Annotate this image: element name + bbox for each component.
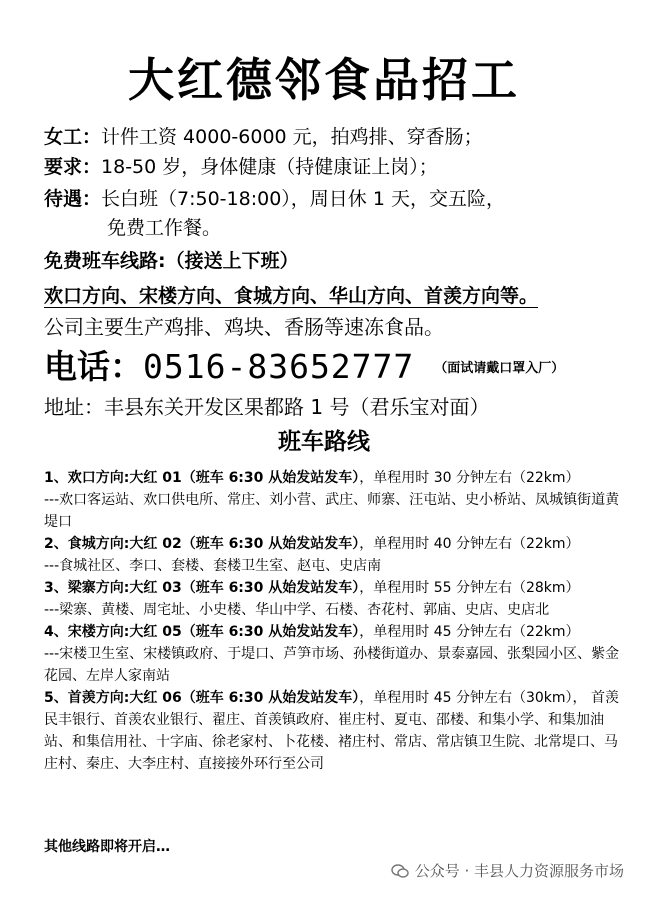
route-time: ，单程用时 40 分钟左右（22km） [359, 536, 580, 552]
phone-label: 电话： [44, 347, 143, 386]
route-time: ，单程用时 45 分钟左右（22km） [359, 624, 580, 640]
requirement-line [44, 153, 438, 181]
female-text: 计件工资 4000-6000 元，拍鸡排、穿香肠； [101, 126, 483, 148]
female-worker-line [44, 123, 483, 151]
route-item [44, 621, 624, 687]
wechat-icon [391, 864, 409, 878]
products-line: 公司主要生产鸡排、鸡块、香肠等速冻食品。 [44, 315, 444, 339]
benefits-label: 待遇： [44, 188, 102, 210]
benefits-text-2: 免费工作餐。 [107, 217, 222, 239]
route-head: 1、欢口方向:大红 01（班车 6:30 从始发站发车） [44, 470, 360, 486]
route-head: 5、首羡方向:大红 06（班车 6:30 从始发站发车） [44, 690, 360, 706]
route-stops: ---欢口客运站、欢口供电所、常庄、刘小营、武庄、师寨、汪屯站、史小桥站、凤城镇街道黄堤口 [44, 492, 620, 530]
requirement-label: 要求： [44, 156, 102, 178]
route-item [44, 533, 624, 577]
phone-line [44, 346, 564, 390]
route-stops: 首羡民丰银行、首羡农业银行、翟庄、首羡镇政府、崔庄村、夏屯、邵楼、和集小学、和集加油站、和集信用社、十字庙、徐老家村、卜花楼、褚庄村、常店、常店镇卫生院、北常堤口、马庄村、秦庄、大李庄村、直接接外环行至公司 [44, 690, 619, 772]
wechat-watermark [391, 859, 624, 883]
benefits-line [44, 185, 505, 213]
route-item [44, 577, 624, 621]
directions-line: 欢口方向、宋楼方向、食城方向、华山方向、首羡方向等。 [44, 285, 539, 307]
female-label: 女工： [44, 126, 102, 148]
address-line: 地址：丰县东关开发区果都路 1 号（君乐宝对面） [44, 395, 490, 419]
route-time: ，单程用时 55 分钟左右（28km） [359, 580, 580, 596]
phone-number: 0516-83652777 [143, 347, 415, 386]
benefits-text: 长白班（7:50-18:00），周日休 1 天，交五险， [101, 188, 505, 210]
routes-list [44, 467, 624, 775]
route-time: ，单程用时 30 分钟左右（22km） [359, 470, 580, 486]
other-lines-note: 其他线路即将开启… [44, 839, 170, 855]
route-head: 4、宋楼方向:大红 05（班车 6:30 从始发站发车） [44, 624, 360, 640]
phone-note: （面试请戴口罩入厂） [434, 360, 565, 376]
route-stops: ---梁寨、黄楼、周宅址、小史楼、华山中学、石楼、杏花村、郭庙、史店、史店北 [44, 602, 550, 618]
route-head: 3、梁寨方向:大红 03（班车 6:30 从始发站发车） [44, 580, 360, 596]
bus-line-heading: 免费班车线路:（接送上下班） [44, 250, 299, 272]
route-item [44, 467, 624, 533]
route-stops: ---食城社区、李口、套楼、套楼卫生室、赵屯、史店南 [44, 558, 382, 574]
routes-title: 班车路线 [278, 429, 370, 455]
route-stops: ---宋楼卫生室、宋楼镇政府、于堤口、芦笋市场、孙楼街道办、景泰嘉园、张梨园小区、紫金花园、左岸人家南站 [44, 646, 620, 684]
route-time: ，单程用时 45 分钟左右（30km）， [359, 690, 587, 706]
watermark-text: 公众号 · 丰县人力资源服务市场 [414, 862, 624, 880]
route-head: 2、食城方向:大红 02（班车 6:30 从始发站发车） [44, 536, 360, 552]
requirement-text: 18-50 岁，身体健康（持健康证上岗）； [101, 156, 438, 178]
page-title: 大红德邻食品招工 [128, 53, 520, 107]
route-item [44, 687, 624, 775]
